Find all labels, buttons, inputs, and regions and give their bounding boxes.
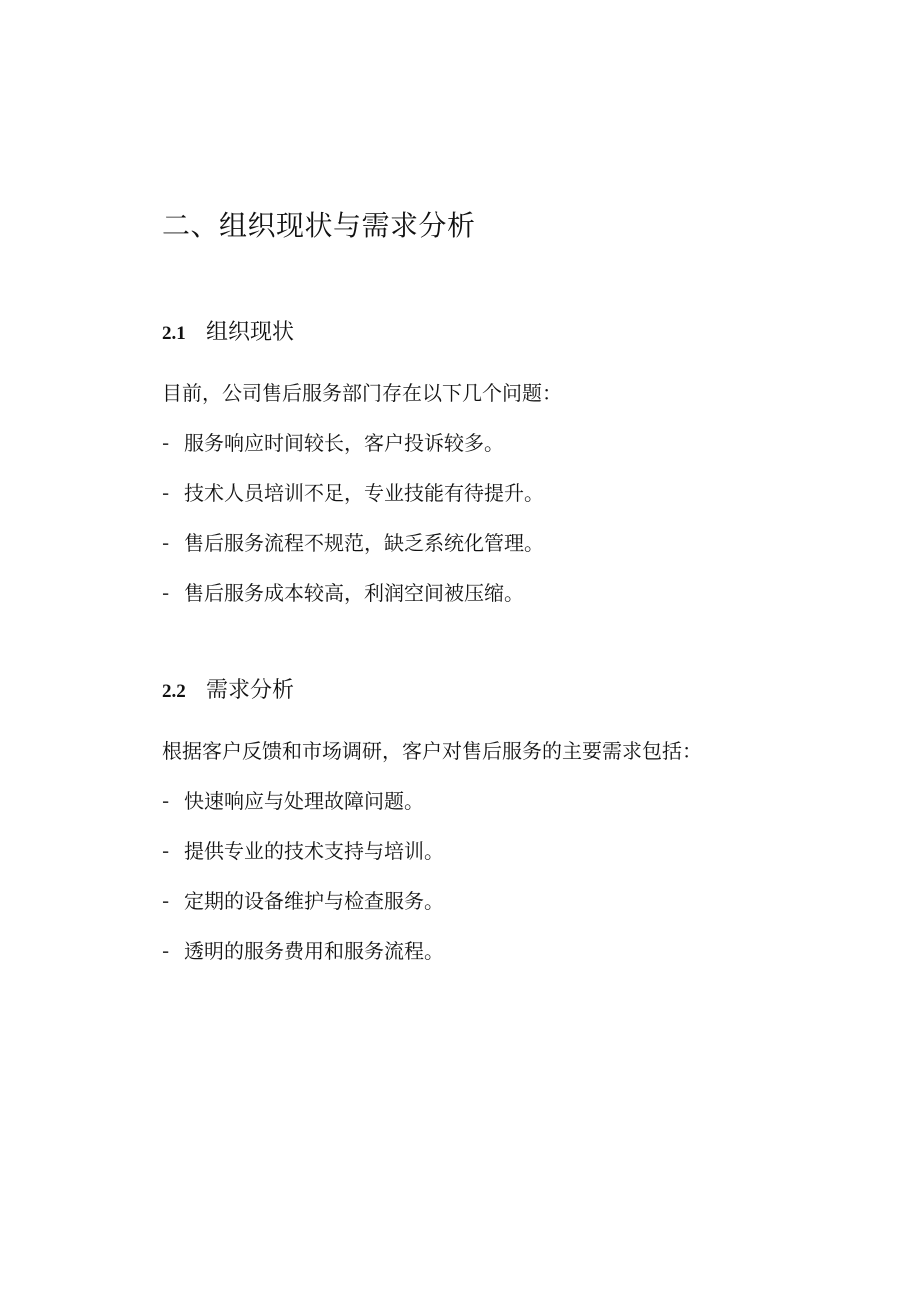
- section-title: 需求分析: [206, 678, 295, 703]
- section-heading: [162, 318, 802, 348]
- list-bullet: -: [162, 839, 170, 863]
- list-bullet: -: [162, 581, 170, 605]
- section-number: 2.1: [162, 323, 186, 344]
- list-item-text: 售后服务流程不规范，缺乏系统化管理。: [184, 531, 544, 555]
- list-bullet: -: [162, 481, 170, 505]
- issue-list: [162, 418, 802, 618]
- list-item-text: 技术人员培训不足，专业技能有待提升。: [184, 481, 544, 505]
- list-bullet: -: [162, 431, 170, 455]
- list-item-text: 提供专业的技术支持与培训。: [184, 839, 444, 863]
- list-item: [162, 418, 802, 468]
- list-bullet: -: [162, 939, 170, 963]
- list-item: [162, 926, 802, 976]
- list-item: [162, 876, 802, 926]
- list-bullet: -: [162, 531, 170, 555]
- list-item-text: 快速响应与处理故障问题。: [184, 789, 424, 813]
- list-item: [162, 568, 802, 618]
- list-item: [162, 776, 802, 826]
- chapter-title: 二、组织现状与需求分析: [162, 209, 476, 242]
- section-number: 2.2: [162, 681, 186, 702]
- section-title: 组织现状: [206, 320, 295, 345]
- list-item-text: 透明的服务费用和服务流程。: [184, 939, 444, 963]
- list-item-text: 服务响应时间较长，客户投诉较多。: [184, 431, 504, 455]
- section-intro: 根据客户反馈和市场调研，客户对售后服务的主要需求包括：: [162, 739, 702, 763]
- section-organization-status: [162, 318, 802, 618]
- list-item: [162, 826, 802, 876]
- list-item: [162, 518, 802, 568]
- list-item-text: 定期的设备维护与检查服务。: [184, 889, 444, 913]
- list-item-text: 售后服务成本较高，利润空间被压缩。: [184, 581, 524, 605]
- section-intro: 目前，公司售后服务部门存在以下几个问题：: [162, 381, 562, 405]
- list-bullet: -: [162, 889, 170, 913]
- needs-list: [162, 776, 802, 976]
- section-needs-analysis: [162, 676, 802, 976]
- list-item: [162, 468, 802, 518]
- list-bullet: -: [162, 789, 170, 813]
- section-heading: [162, 676, 802, 706]
